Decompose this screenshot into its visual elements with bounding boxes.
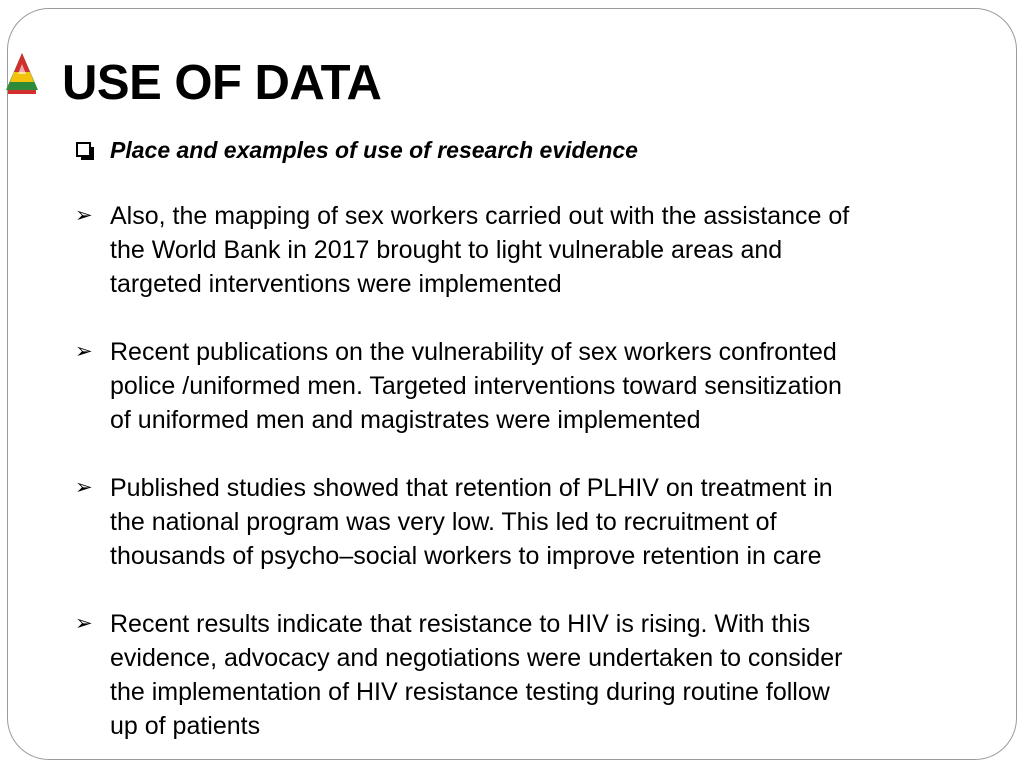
arrow-bullet-icon: ➢ (75, 476, 93, 499)
bullet-item (75, 471, 975, 573)
bullet-item (75, 607, 975, 743)
bullet-line: Recent results indicate that resistance to HIV is rising. With this (110, 610, 811, 638)
logo-icon (2, 50, 42, 100)
arrow-bullet-icon: ➢ (75, 204, 93, 227)
bullet-line: the national program was very low. This led to recruitment of (110, 508, 777, 536)
bullet-line: Recent publications on the vulnerability of sex workers confronted (110, 338, 837, 366)
bullet-line: thousands of psycho–social workers to improve retention in care (110, 542, 822, 570)
arrow-bullet-icon: ➢ (75, 340, 93, 363)
checkbox-bullet-icon (76, 142, 91, 157)
section-heading-text: Place and examples of use of research evidence (110, 137, 638, 163)
bullet-item (75, 335, 975, 437)
arrow-bullet-icon: ➢ (75, 612, 93, 635)
bullet-line: the World Bank in 2017 brought to light vulnerable areas and (110, 236, 783, 264)
bullet-line: targeted interventions were implemented (110, 270, 562, 298)
bullet-line: of uniformed men and magistrates were implemented (110, 406, 701, 434)
bullet-line: evidence, advocacy and negotiations were undertaken to consider (110, 644, 843, 672)
slide-title: USE OF DATA (62, 56, 382, 110)
bullet-line: Also, the mapping of sex workers carried out with the assistance of (110, 202, 850, 230)
bullet-line: Published studies showed that retention of PLHIV on treatment in (110, 474, 833, 502)
slide-content (75, 134, 975, 768)
bullet-line: up of patients (110, 712, 261, 740)
bullet-item (75, 199, 975, 301)
section-heading (75, 134, 975, 166)
bullet-line: police /uniformed men. Targeted interventions toward sensitization (110, 372, 842, 400)
bullet-line: the implementation of HIV resistance testing during routine follow (110, 678, 830, 706)
